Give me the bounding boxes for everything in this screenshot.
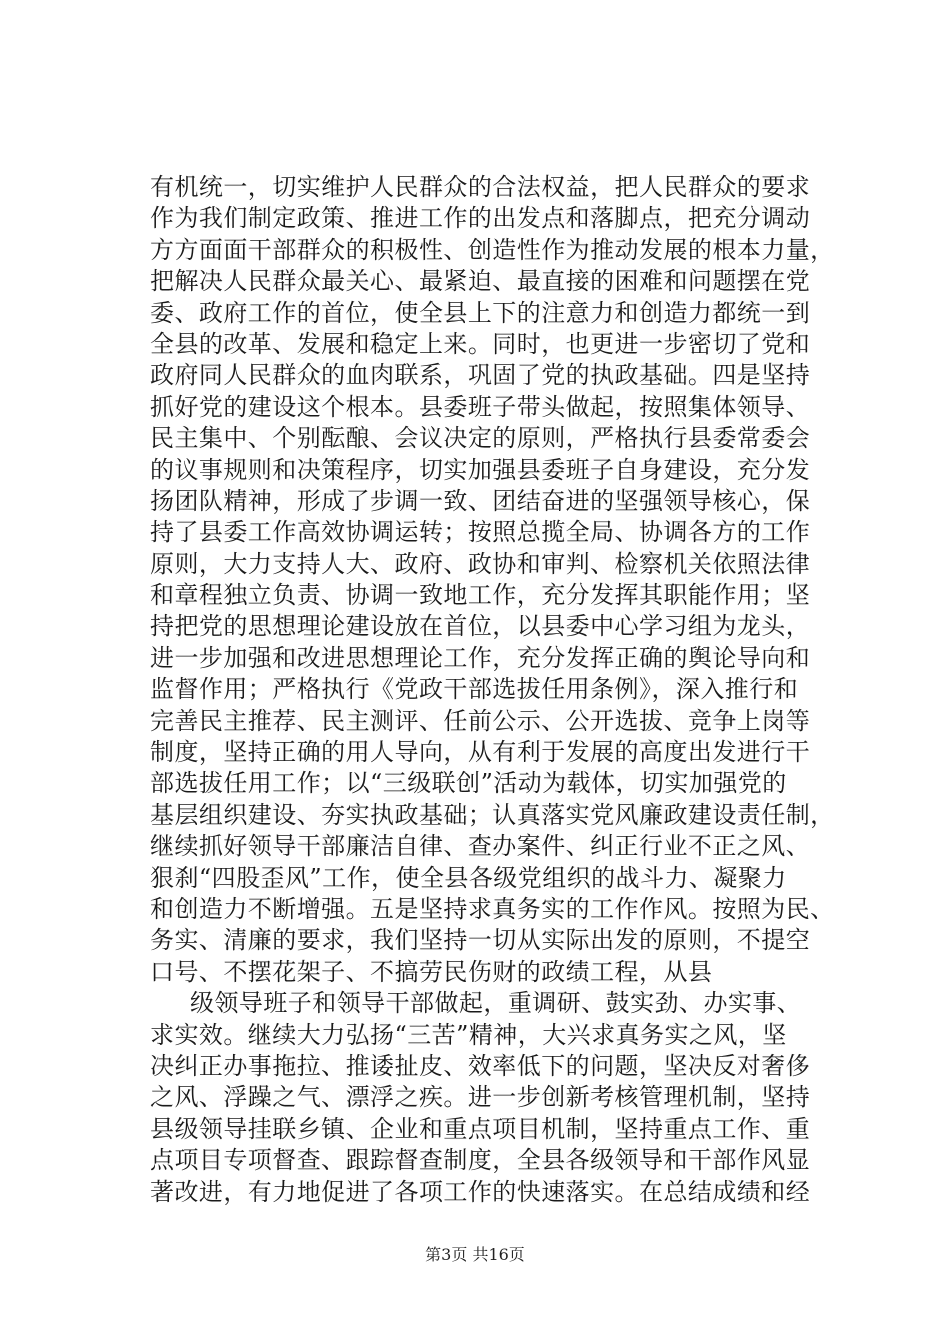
text-line: 制度，坚持正确的用人导向，从有利于发展的高度出发进行干 (150, 738, 811, 767)
text-line: 作为我们制定政策、推进工作的出发点和落脚点，把充分调动 (150, 204, 811, 233)
text-line: 之风、浮躁之气、漂浮之疾。进一步创新考核管理机制，坚持 (150, 1083, 811, 1112)
text-line: 和创造力不断增强。五是坚持求真务实的工作作风。按照为民、 (150, 894, 835, 923)
text-line: 的议事规则和决策程序，切实加强县委班子自身建设，充分发 (150, 455, 811, 484)
text-line: 原则，大力支持人大、政府、政协和审判、检察机关依照法律 (150, 549, 811, 578)
text-line: 著改进，有力地促进了各项工作的快速落实。在总结成绩和经 (150, 1177, 811, 1206)
text-line: 持把党的思想理论建设放在首位，以县委中心学习组为龙头， (150, 612, 811, 641)
text-line: 有机统一，切实维护人民群众的合法权益，把人民群众的要求 (150, 173, 811, 201)
text-line: 完善民主推荐、民主测评、任前公示、公开选拔、竞争上岗等 (150, 706, 811, 735)
text-line: 持了县委工作高效协调运转；按照总揽全局、协调各方的工作 (150, 518, 811, 547)
text-line: 县级领导挂联乡镇、企业和重点项目机制，坚持重点工作、重 (150, 1114, 811, 1143)
text-line: 抓好党的建设这个根本。县委班子带头做起，按照集体领导、 (150, 392, 811, 421)
text-line: 政府同人民群众的血肉联系，巩固了党的执政基础。四是坚持 (150, 361, 811, 390)
text-line: 求实效。继续大力弘扬“三苦”精神，大兴求真务实之风，坚 (150, 1020, 787, 1049)
text-line: 决纠正办事拖拉、推诿扯皮、效率低下的问题，坚决反对奢侈 (150, 1051, 811, 1080)
text-line: 口号、不摆花架子、不搞劳民伤财的政绩工程，从县 (150, 957, 713, 986)
text-line: 方方面面干部群众的积极性、创造性作为推动发展的根本力量， (150, 235, 835, 264)
text-line: 扬团队精神，形成了步调一致、团结奋进的坚强领导核心，保 (150, 486, 811, 515)
text-line: 委、政府工作的首位，使全县上下的注意力和创造力都统一到 (150, 298, 811, 327)
text-line: 进一步加强和改进思想理论工作，充分发挥正确的舆论导向和 (150, 643, 811, 672)
text-line: 狠刹“四股歪风”工作，使全县各级党组织的战斗力、凝聚力 (150, 863, 787, 892)
text-line: 点项目专项督查、跟踪督查制度，全县各级领导和干部作风显 (150, 1146, 811, 1175)
text-line: 民主集中、个别酝酿、会议决定的原则，严格执行县委常委会 (150, 424, 811, 453)
text-line: 把解决人民群众最关心、最紧迫、最直接的困难和问题摆在党 (150, 267, 811, 296)
text-line: 继续抓好领导干部廉洁自律、查办案件、纠正行业不正之风、 (150, 832, 811, 861)
text-line: 基层组织建设、夯实执政基础；认真落实党风廉政建设责任制， (150, 800, 835, 829)
text-line: 级领导班子和领导干部做起，重调研、鼓实劲、办实事、 (190, 989, 802, 1018)
text-line: 和章程独立负责、协调一致地工作，充分发挥其职能作用；坚 (150, 581, 811, 610)
text-line: 务实、清廉的要求，我们坚持一切从实际出发的原则，不提空 (150, 926, 811, 955)
page-number-footer: 第3页 共16页 (425, 1245, 525, 1264)
text-line: 部选拔任用工作；以“三级联创”活动为载体，切实加强党的 (150, 769, 787, 798)
text-line: 全县的改革、发展和稳定上来。同时，也更进一步密切了党和 (150, 329, 811, 358)
text-line: 监督作用；严格执行《党政干部选拔任用条例》，深入推行和 (150, 675, 799, 704)
body-text (150, 172, 840, 1208)
